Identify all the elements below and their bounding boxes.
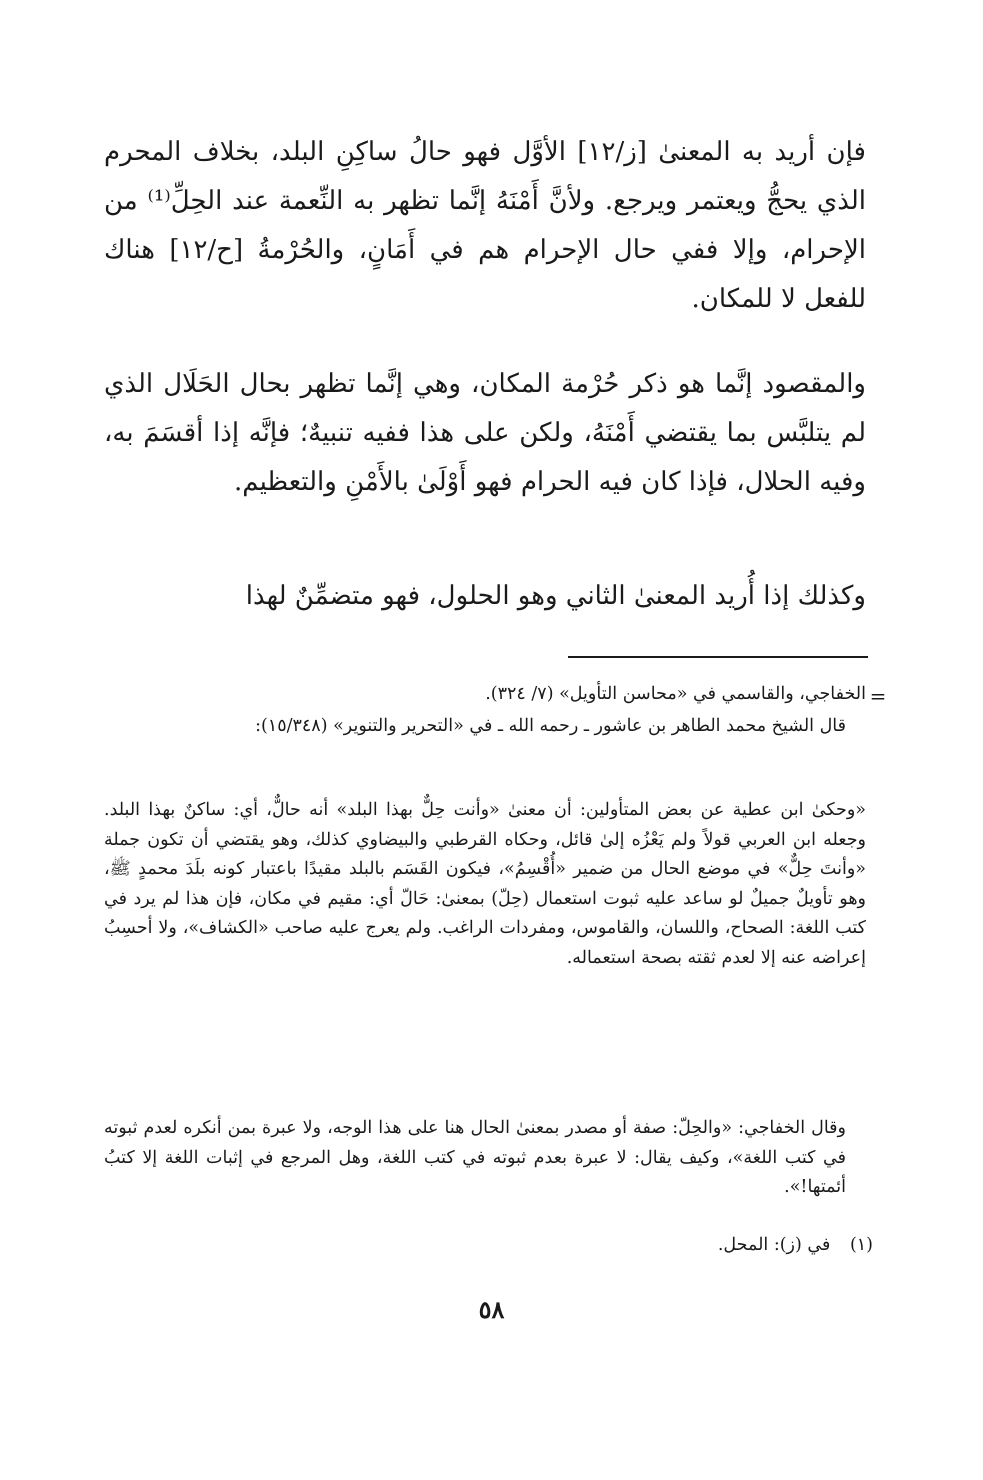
- paragraph-3: وكذلك إذا أُريد المعنىٰ الثاني وهو الحلول، فهو متضمِّنٌ لهذا: [245, 581, 866, 611]
- paragraph-1: فإن أريد به المعنىٰ [ز/١٢] الأوَّل فهو حالُ ساكِنِ البلد، بخلاف المحرم الذي يحجُّ ويعتمر ويرجع. ولأنَّ أَمْنَهُ إنَّما تظهر به النِّعمة عند الحِلِّ⁽¹⁾ من الإحرام، وإلا ففي حال الإحرام هم في أَمَانٍ، والحُرْمةُ [ح/١٢] هناك للفعل لا للمكان.: [104, 137, 866, 314]
- footnote-continuation-mark: =: [869, 684, 887, 708]
- footnote-1: [718, 1235, 873, 1255]
- footnote-khafaji: وقال الخفاجي: «والحِلّ: صفة أو مصدر بمعنىٰ الحال هنا على هذا الوجه، ولا عبرة بمن أنكره لعدم ثبوته في كتب اللغة»، وكيف يقال: لا عبرة بعدم ثبوته في كتب اللغة، وهل المرجع في إثبات اللغة إلا كتبُ أئمتها!».: [104, 1118, 846, 1197]
- footnote-line-1: الخفاجي، والقاسمي في «محاسن التأويل» (٧/ ٣٢٤).: [485, 684, 866, 704]
- footnote-separator: [568, 656, 868, 658]
- footnote-text: في (ز): المحل.: [717, 1235, 831, 1255]
- page-number: ٥٨: [478, 1295, 505, 1324]
- main-text: [104, 128, 866, 324]
- footnote-quote-intro: قال الشيخ محمد الطاهر بن عاشور ـ رحمه الله ـ في «التحرير والتنوير» (١٥/٣٤٨):: [255, 716, 846, 736]
- main-text-2: [104, 360, 866, 507]
- paragraph-2: والمقصود إنَّما هو ذكر حُرْمة المكان، وهي إنَّما تظهر بحال الحَلَال الذي لم يتلبَّس بما يقتضي أَمْنَهُ، ولكن على هذا ففيه تنبيهٌ؛ فإنَّه إذا أقسَمَ به، وفيه الحلال، فإذا كان فيه الحرام فهو أَوْلَىٰ بالأَمْنِ والتعظيم.: [104, 369, 866, 497]
- footnote-quote-body: «وحكىٰ ابن عطية عن بعض المتأولين: أن معنىٰ «وأنت حِلٌّ بهذا البلد» أنه حالٌّ، أي: ساكنٌ بهذا البلد. وجعله ابن العربي قولاً ولم يَعْزُه إلىٰ قائل، وحكاه القرطبي والبيضاوي كذلك، وهو يقتضي أن تكون جملة «وأنتَ حِلٌّ» في موضع الحال من ضمير «أُقْسِمُ»، فيكون القَسَم بالبلد مقيدًا باعتبار كونه بلَدَ محمدٍ ﷺ، وهو تأويلٌ جميلٌ لو ساعد عليه ثبوت استعمال (حِلّ) بمعنىٰ: حَالّ أي: مقيم في مكان، فإن هذا لم يرد في كتب اللغة: الصحاح، واللسان، والقاموس، ومفردات الراغب. ولم يعرج عليه صاحب «الكشاف»، ولا أحسِبُ إعراضه عنه إلا لعدم ثقته بصحة استعماله.: [104, 800, 866, 968]
- main-text-3: [104, 572, 866, 621]
- footnote-number: (١): [849, 1235, 873, 1255]
